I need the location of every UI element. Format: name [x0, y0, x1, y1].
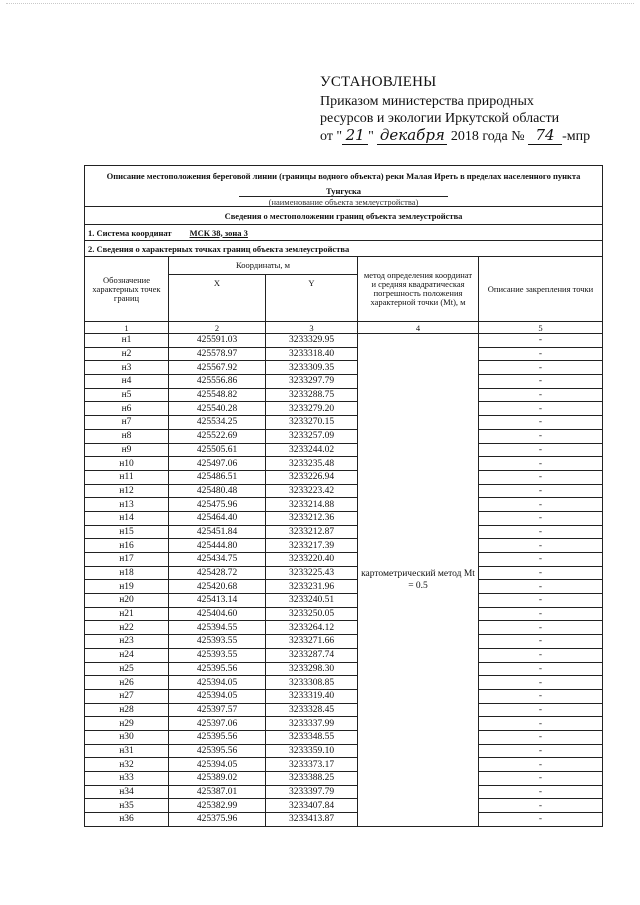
- point-id: н27: [85, 689, 169, 703]
- x-coord: 425420.68: [169, 580, 266, 594]
- table-row: [85, 375, 603, 389]
- y-coord: 3233264.12: [266, 621, 358, 635]
- fixing-cell: -: [479, 553, 603, 567]
- y-coord: 3233359.10: [266, 744, 358, 758]
- x-coord: 425428.72: [169, 566, 266, 580]
- x-coord: 425395.56: [169, 730, 266, 744]
- y-coord: 3233212.87: [266, 525, 358, 539]
- x-coord: 425522.69: [169, 429, 266, 443]
- x-coord: 425567.92: [169, 361, 266, 375]
- y-coord: 3233413.87: [266, 813, 358, 827]
- point-id: н17: [85, 553, 169, 567]
- y-coord: 3233308.85: [266, 676, 358, 690]
- point-id: н1: [85, 334, 169, 348]
- x-coord: 425389.02: [169, 772, 266, 786]
- fixing-cell: -: [479, 334, 603, 348]
- fixing-cell: -: [479, 799, 603, 813]
- y-coord: 3233337.99: [266, 717, 358, 731]
- x-coord: 425444.80: [169, 539, 266, 553]
- y-coord: 3233223.42: [266, 484, 358, 498]
- x-coord: 425578.97: [169, 347, 266, 361]
- point-id: н6: [85, 402, 169, 416]
- x-coord: 425394.55: [169, 621, 266, 635]
- y-coord: 3233318.40: [266, 347, 358, 361]
- point-id: н12: [85, 484, 169, 498]
- point-id: н35: [85, 799, 169, 813]
- fixing-cell: -: [479, 388, 603, 402]
- x-coord: 425395.56: [169, 662, 266, 676]
- point-id: н13: [85, 498, 169, 512]
- points-body: [85, 334, 603, 827]
- x-coord: 425497.06: [169, 457, 266, 471]
- x-coord: 425393.55: [169, 635, 266, 649]
- y-coord: 3233212.36: [266, 511, 358, 525]
- col-x-header: X: [169, 275, 266, 322]
- coord-system-value: МСК 38, зона 3: [189, 227, 248, 238]
- x-coord: 425394.05: [169, 689, 266, 703]
- y-coord: 3233373.17: [266, 758, 358, 772]
- fixing-cell: -: [479, 511, 603, 525]
- fixing-cell: -: [479, 416, 603, 430]
- fixing-cell: -: [479, 662, 603, 676]
- fixing-cell: -: [479, 525, 603, 539]
- point-id: н36: [85, 813, 169, 827]
- point-id: н31: [85, 744, 169, 758]
- fixing-cell: -: [479, 758, 603, 772]
- table-row: [85, 334, 603, 348]
- fixing-cell: -: [479, 813, 603, 827]
- fixing-cell: -: [479, 594, 603, 608]
- fixing-cell: -: [479, 730, 603, 744]
- table-row: [85, 744, 603, 758]
- point-id: н8: [85, 429, 169, 443]
- table-row: [85, 717, 603, 731]
- col-point-header: Обозначение характерных точек границ: [85, 257, 169, 322]
- table-row: [85, 457, 603, 471]
- y-coord: 3233240.51: [266, 594, 358, 608]
- fixing-cell: -: [479, 402, 603, 416]
- point-id: н3: [85, 361, 169, 375]
- col-num-5: 5: [479, 322, 603, 334]
- table-row: [85, 594, 603, 608]
- points-section-title: 2. Сведения о характерных точках границ объекта землеустройства: [85, 241, 603, 257]
- point-id: н30: [85, 730, 169, 744]
- x-coord: 425394.05: [169, 676, 266, 690]
- fixing-cell: -: [479, 375, 603, 389]
- table-row: [85, 553, 603, 567]
- table-row: [85, 785, 603, 799]
- table-row: [85, 416, 603, 430]
- coord-system-label: 1. Система координат: [88, 227, 172, 238]
- point-id: н9: [85, 443, 169, 457]
- col-method-header: метод определения координат и средняя квадратическая погрешность положения характерной точки (Mt), м: [358, 257, 479, 322]
- x-coord: 425397.06: [169, 717, 266, 731]
- approval-number: 74: [528, 127, 562, 145]
- y-coord: 3233270.15: [266, 416, 358, 430]
- approval-year-text: 2018 года №: [450, 129, 525, 144]
- fixing-cell: -: [479, 717, 603, 731]
- y-coord: 3233397.79: [266, 785, 358, 799]
- point-id: н15: [85, 525, 169, 539]
- y-coord: 3233214.88: [266, 498, 358, 512]
- table-row: [85, 772, 603, 786]
- x-coord: 425556.86: [169, 375, 266, 389]
- point-id: н33: [85, 772, 169, 786]
- fixing-cell: -: [479, 689, 603, 703]
- fixing-cell: -: [479, 470, 603, 484]
- col-num-1: 1: [85, 322, 169, 334]
- fixing-cell: -: [479, 648, 603, 662]
- method-cell: картометрический метод Mt = 0.5: [358, 334, 479, 827]
- col-y-header: Y: [266, 275, 358, 322]
- x-coord: 425548.82: [169, 388, 266, 402]
- fixing-cell: -: [479, 580, 603, 594]
- fixing-cell: -: [479, 676, 603, 690]
- x-coord: 425480.48: [169, 484, 266, 498]
- point-id: н14: [85, 511, 169, 525]
- x-coord: 425540.28: [169, 402, 266, 416]
- point-id: н22: [85, 621, 169, 635]
- fixing-cell: -: [479, 566, 603, 580]
- y-coord: 3233287.74: [266, 648, 358, 662]
- col-coords-header: Координаты, м: [169, 257, 358, 275]
- y-coord: 3233388.25: [266, 772, 358, 786]
- table-row: [85, 470, 603, 484]
- fixing-cell: -: [479, 498, 603, 512]
- fixing-cell: -: [479, 785, 603, 799]
- y-coord: 3233309.35: [266, 361, 358, 375]
- fixing-cell: -: [479, 703, 603, 717]
- col-num-4: 4: [358, 322, 479, 334]
- y-coord: 3233244.02: [266, 443, 358, 457]
- y-coord: 3233407.84: [266, 799, 358, 813]
- coord-system-row: [85, 225, 603, 241]
- table-row: [85, 347, 603, 361]
- table-row: [85, 662, 603, 676]
- x-coord: 425397.57: [169, 703, 266, 717]
- table-row: [85, 525, 603, 539]
- table-row: [85, 484, 603, 498]
- x-coord: 425404.60: [169, 607, 266, 621]
- y-coord: 3233257.09: [266, 429, 358, 443]
- boundary-table: [84, 165, 603, 827]
- description-title: Описание местоположения береговой линии (границы водного объекта) реки Малая Иреть в пределах населенного пункта Тунгуска: [85, 166, 603, 200]
- point-id: н10: [85, 457, 169, 471]
- table-row: [85, 689, 603, 703]
- table-row: [85, 758, 603, 772]
- y-coord: 3233225.43: [266, 566, 358, 580]
- y-coord: 3233235.48: [266, 457, 358, 471]
- x-coord: 425434.75: [169, 553, 266, 567]
- fixing-cell: -: [479, 539, 603, 553]
- table-row: [85, 361, 603, 375]
- x-coord: 425395.56: [169, 744, 266, 758]
- table-row: [85, 429, 603, 443]
- y-coord: 3233226.94: [266, 470, 358, 484]
- table-row: [85, 511, 603, 525]
- approval-quote-close: ": [368, 129, 374, 144]
- point-id: н4: [85, 375, 169, 389]
- table-row: [85, 607, 603, 621]
- fixing-cell: -: [479, 635, 603, 649]
- col-num-2: 2: [169, 322, 266, 334]
- table-row: [85, 388, 603, 402]
- x-coord: 425382.99: [169, 799, 266, 813]
- fixing-cell: -: [479, 429, 603, 443]
- section-title: Сведения о местоположении границ объекта землеустройства: [85, 207, 603, 225]
- table-row: [85, 799, 603, 813]
- x-coord: 425451.84: [169, 525, 266, 539]
- point-id: н19: [85, 580, 169, 594]
- point-id: н2: [85, 347, 169, 361]
- x-coord: 425375.96: [169, 813, 266, 827]
- table-row: [85, 443, 603, 457]
- approval-day: 21: [342, 127, 368, 145]
- point-id: н28: [85, 703, 169, 717]
- y-coord: 3233231.96: [266, 580, 358, 594]
- fixing-cell: -: [479, 443, 603, 457]
- fixing-cell: -: [479, 361, 603, 375]
- table-row: [85, 402, 603, 416]
- point-id: н24: [85, 648, 169, 662]
- col-num-3: 3: [266, 322, 358, 334]
- approval-block: [320, 74, 620, 145]
- y-coord: 3233319.40: [266, 689, 358, 703]
- scan-top-edge: [6, 3, 634, 5]
- col-fixing-header: Описание закрепления точки: [479, 257, 603, 322]
- point-id: н20: [85, 594, 169, 608]
- x-coord: 425413.14: [169, 594, 266, 608]
- y-coord: 3233348.55: [266, 730, 358, 744]
- approval-title: УСТАНОВЛЕНЫ: [320, 74, 437, 90]
- table-row: [85, 580, 603, 594]
- approval-suffix: -мпр: [562, 129, 591, 144]
- fixing-cell: -: [479, 607, 603, 621]
- x-coord: 425486.51: [169, 470, 266, 484]
- y-coord: 3233217.39: [266, 539, 358, 553]
- point-id: н18: [85, 566, 169, 580]
- table-row: [85, 703, 603, 717]
- approval-from-label: от ": [320, 129, 343, 144]
- approval-line-2: ресурсов и экологии Иркутской области: [320, 111, 560, 126]
- table-row: [85, 676, 603, 690]
- x-coord: 425464.40: [169, 511, 266, 525]
- table-row: [85, 813, 603, 827]
- point-id: н11: [85, 470, 169, 484]
- approval-date-line: [320, 127, 620, 145]
- x-coord: 425534.25: [169, 416, 266, 430]
- y-coord: 3233329.95: [266, 334, 358, 348]
- table-row: [85, 621, 603, 635]
- table-row: [85, 648, 603, 662]
- point-id: н32: [85, 758, 169, 772]
- description-note-text: (наименование объекта землеустройства): [239, 196, 449, 207]
- point-id: н23: [85, 635, 169, 649]
- point-id: н7: [85, 416, 169, 430]
- fixing-cell: -: [479, 744, 603, 758]
- table-row: [85, 635, 603, 649]
- x-coord: 425394.05: [169, 758, 266, 772]
- y-coord: 3233250.05: [266, 607, 358, 621]
- y-coord: 3233297.79: [266, 375, 358, 389]
- fixing-cell: -: [479, 772, 603, 786]
- point-id: н21: [85, 607, 169, 621]
- y-coord: 3233288.75: [266, 388, 358, 402]
- y-coord: 3233220.40: [266, 553, 358, 567]
- point-id: н25: [85, 662, 169, 676]
- y-coord: 3233298.30: [266, 662, 358, 676]
- table-row: [85, 566, 603, 580]
- x-coord: 425505.61: [169, 443, 266, 457]
- approval-month: декабря: [377, 127, 447, 145]
- table-row: [85, 539, 603, 553]
- point-id: н26: [85, 676, 169, 690]
- x-coord: 425591.03: [169, 334, 266, 348]
- y-coord: 3233279.20: [266, 402, 358, 416]
- y-coord: 3233271.66: [266, 635, 358, 649]
- x-coord: 425475.96: [169, 498, 266, 512]
- point-id: н29: [85, 717, 169, 731]
- point-id: н34: [85, 785, 169, 799]
- point-id: н5: [85, 388, 169, 402]
- approval-line-1: Приказом министерства природных: [320, 94, 534, 109]
- x-coord: 425387.01: [169, 785, 266, 799]
- y-coord: 3233328.45: [266, 703, 358, 717]
- table-row: [85, 730, 603, 744]
- fixing-cell: -: [479, 457, 603, 471]
- table-row: [85, 498, 603, 512]
- fixing-cell: -: [479, 621, 603, 635]
- fixing-cell: -: [479, 347, 603, 361]
- point-id: н16: [85, 539, 169, 553]
- fixing-cell: -: [479, 484, 603, 498]
- x-coord: 425393.55: [169, 648, 266, 662]
- description-note: [85, 199, 603, 207]
